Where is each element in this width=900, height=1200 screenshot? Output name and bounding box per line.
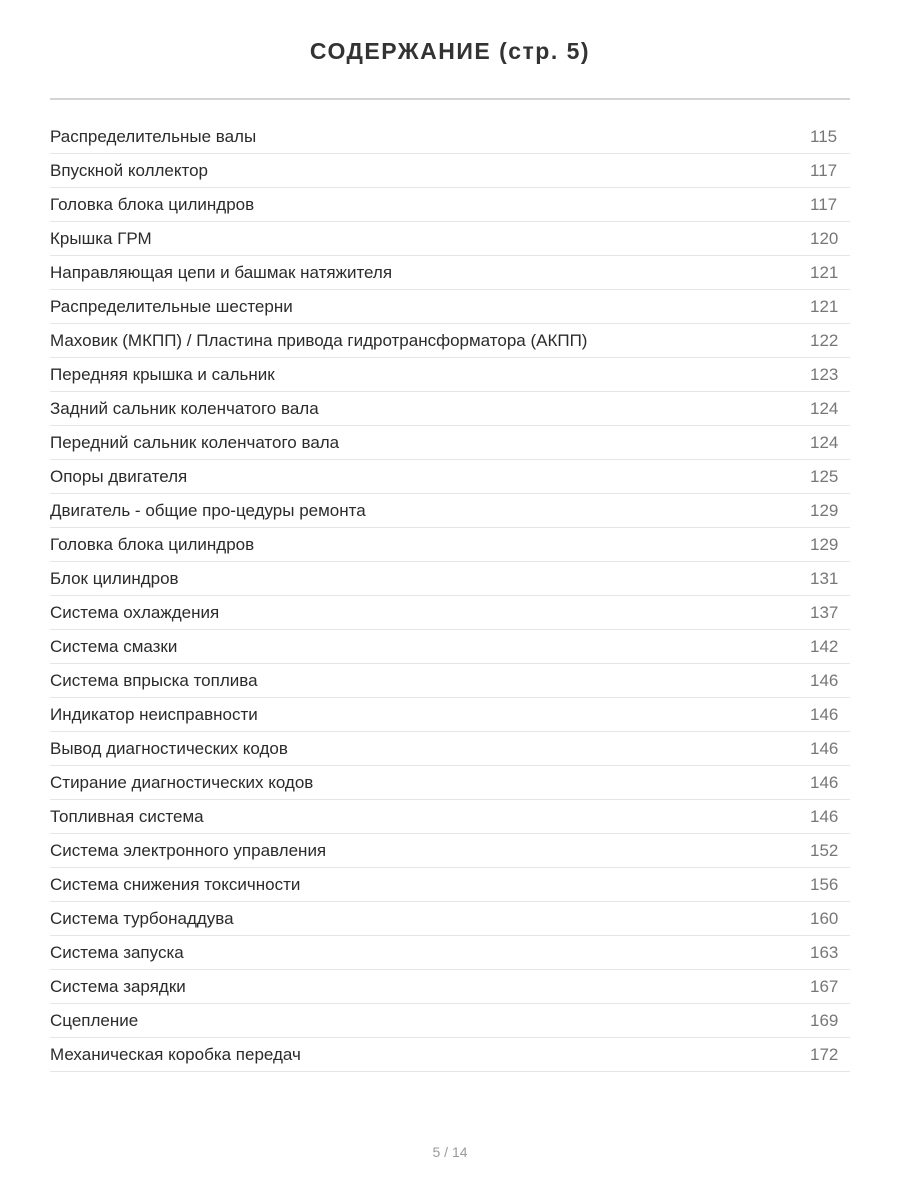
toc-item-label: Распределительные шестерни bbox=[50, 296, 293, 316]
toc-item-page: 129 bbox=[810, 534, 839, 554]
toc-item-page: 152 bbox=[810, 840, 839, 860]
page-title: СОДЕРЖАНИЕ (стр. 5) bbox=[309, 38, 591, 64]
toc-item-label: Вывод диагностических кодов bbox=[50, 738, 288, 758]
toc-item-label: Система турбонаддува bbox=[50, 908, 234, 928]
toc-item-page: 117 bbox=[810, 160, 838, 180]
toc-item[interactable] bbox=[50, 256, 850, 290]
toc-item-label: Система впрыска топлива bbox=[50, 670, 258, 690]
toc-item-label: Система электронного управления bbox=[50, 840, 327, 860]
toc-item-label: Головка блока цилиндров bbox=[50, 534, 255, 554]
toc-item[interactable] bbox=[50, 936, 850, 970]
toc-item-page: 146 bbox=[810, 772, 839, 792]
toc-item-page: 124 bbox=[810, 432, 839, 452]
toc-item-label: Задний сальник коленчатого вала bbox=[50, 398, 319, 418]
toc-item-page: 172 bbox=[810, 1044, 839, 1064]
toc-item[interactable] bbox=[50, 800, 850, 834]
toc-item-page: 129 bbox=[810, 500, 839, 520]
toc-item-page: 146 bbox=[810, 738, 839, 758]
toc-item-page: 146 bbox=[810, 806, 839, 826]
title-divider bbox=[50, 98, 850, 100]
toc-item[interactable] bbox=[50, 358, 850, 392]
page-indicator: 5 / 14 bbox=[432, 1144, 468, 1160]
toc-item[interactable] bbox=[50, 528, 850, 562]
toc-item-label: Передняя крышка и сальник bbox=[50, 364, 275, 384]
toc-item-page: 167 bbox=[810, 976, 839, 996]
toc-item-label: Система запуска bbox=[50, 942, 184, 962]
toc-item-label: Передний сальник коленчатого вала bbox=[50, 432, 340, 452]
toc-item-label: Двигатель - общие про-цедуры ремонта bbox=[50, 500, 366, 520]
toc-item-page: 115 bbox=[810, 126, 838, 146]
toc-item-label: Головка блока цилиндров bbox=[50, 194, 255, 214]
toc-item-label: Направляющая цепи и башмак натяжителя bbox=[50, 262, 393, 282]
toc-item-page: 122 bbox=[810, 330, 839, 350]
toc-item-page: 120 bbox=[810, 228, 839, 248]
toc-item-label: Блок цилиндров bbox=[50, 568, 179, 588]
toc-item-label: Опоры двигателя bbox=[50, 466, 188, 486]
toc-item-page: 123 bbox=[810, 364, 839, 384]
toc-item[interactable] bbox=[50, 562, 850, 596]
toc-item-page: 146 bbox=[810, 704, 839, 724]
toc-item[interactable] bbox=[50, 460, 850, 494]
toc-item-page: 124 bbox=[810, 398, 839, 418]
toc-item[interactable] bbox=[50, 154, 850, 188]
toc-item-label: Система снижения токсичности bbox=[50, 874, 301, 894]
toc-item[interactable] bbox=[50, 970, 850, 1004]
toc-item[interactable] bbox=[50, 596, 850, 630]
toc-item-label: Распределительные валы bbox=[50, 126, 257, 146]
toc-item[interactable] bbox=[50, 868, 850, 902]
toc-item-page: 117 bbox=[810, 194, 838, 214]
toc-item-page: 160 bbox=[810, 908, 839, 928]
toc-item[interactable] bbox=[50, 1004, 850, 1038]
toc-item[interactable] bbox=[50, 664, 850, 698]
toc-item-page: 156 bbox=[810, 874, 839, 894]
toc-item-page: 137 bbox=[810, 602, 839, 622]
toc-item[interactable] bbox=[50, 494, 850, 528]
toc-item-label: Система охлаждения bbox=[50, 602, 220, 622]
toc-item-label: Впускной коллектор bbox=[50, 160, 208, 180]
toc-item-page: 142 bbox=[810, 636, 839, 656]
toc-item[interactable] bbox=[50, 834, 850, 868]
toc-item-label: Индикатор неисправности bbox=[50, 704, 258, 724]
toc-item[interactable] bbox=[50, 732, 850, 766]
toc-item-label: Сцепление bbox=[50, 1010, 139, 1030]
toc-item[interactable] bbox=[50, 222, 850, 256]
toc-item-page: 131 bbox=[810, 568, 839, 588]
toc-item[interactable] bbox=[50, 630, 850, 664]
toc-item[interactable] bbox=[50, 902, 850, 936]
toc-item[interactable] bbox=[50, 120, 850, 154]
toc-list bbox=[50, 120, 850, 1072]
toc-item-label: Стирание диагностических кодов bbox=[50, 772, 314, 792]
toc-item-page: 146 bbox=[810, 670, 839, 690]
toc-item-page: 121 bbox=[810, 296, 839, 316]
toc-item-label: Крышка ГРМ bbox=[50, 228, 152, 248]
toc-item-label: Система смазки bbox=[50, 636, 178, 656]
toc-item[interactable] bbox=[50, 290, 850, 324]
toc-item[interactable] bbox=[50, 1038, 850, 1072]
toc-item-page: 125 bbox=[810, 466, 839, 486]
toc-item-page: 169 bbox=[810, 1010, 839, 1030]
toc-item-label: Топливная система bbox=[50, 806, 204, 826]
toc-item[interactable] bbox=[50, 698, 850, 732]
toc-item-label: Система зарядки bbox=[50, 976, 186, 996]
toc-item-label: Механическая коробка передач bbox=[50, 1044, 301, 1064]
toc-item[interactable] bbox=[50, 392, 850, 426]
toc-item-page: 121 bbox=[810, 262, 839, 282]
toc-item[interactable] bbox=[50, 426, 850, 460]
toc-item[interactable] bbox=[50, 766, 850, 800]
toc-item[interactable] bbox=[50, 188, 850, 222]
toc-item-label: Маховик (МКПП) / Пластина привода гидротрансформатора (АКПП) bbox=[50, 330, 588, 350]
toc-item[interactable] bbox=[50, 324, 850, 358]
toc-item-page: 163 bbox=[810, 942, 839, 962]
